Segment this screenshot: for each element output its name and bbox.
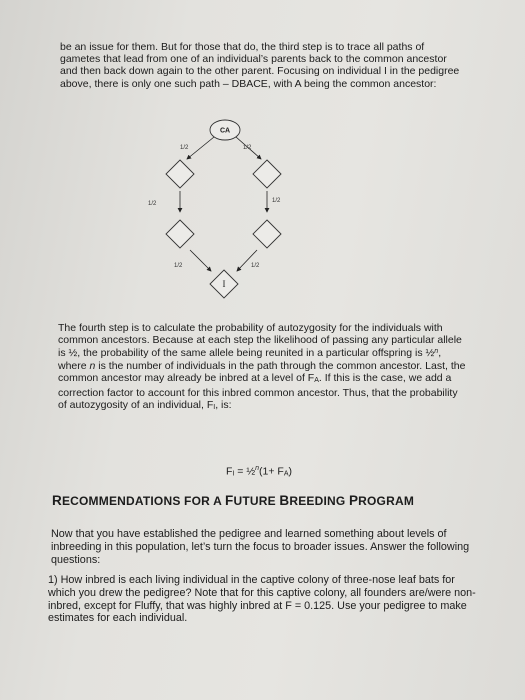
heading-rest-3: REEDING: [289, 494, 349, 508]
edge-ca-left: [187, 137, 214, 159]
formula-rest-sub: A: [283, 470, 289, 478]
p2-text-d: . If this is the case, we add a correction factor to account for this inbred common ancestor. Thus, that the probability of autozygosity of an individual, F: [58, 371, 458, 412]
formula-lhs-sub: I: [232, 470, 235, 478]
formula-rest: (1+ F: [259, 465, 284, 478]
upper-left-diamond: [166, 160, 194, 188]
common-ancestor-label: CA: [219, 127, 231, 135]
heading-rest-1: ECOMMENDATIONS FOR A: [61, 494, 226, 508]
edge-left-to-i: [190, 250, 211, 271]
heading-cap-4: P: [348, 493, 359, 508]
section-heading: [52, 493, 414, 508]
individual-i-label: I: [222, 279, 226, 289]
heading-rest-4: ROGRAM: [358, 494, 415, 508]
p2-text-c: is the number of individuals in the path through the common ancestor. Last, the common ancestor may already be inbred at a level of F: [58, 359, 466, 384]
p2-exponent: n: [434, 348, 439, 356]
heading-cap-1: R: [52, 493, 62, 508]
formula-end: ): [288, 465, 292, 478]
formula-exponent: n: [255, 465, 260, 472]
pedigree-path-diagram: [140, 115, 310, 295]
heading-rest-2: UTURE: [233, 494, 280, 508]
edge-label-3: 1/2: [148, 201, 157, 207]
edge-label-6: 1/2: [251, 263, 260, 269]
p2-text-a: The fourth step is to calculate the probability of autozygosity for the individuals with common ancestors. Because at each step the likelihood of passing any particular allele is ½, the probability of the same allele being reunited in a particular offspring is ½: [58, 322, 462, 360]
heading-cap-2: F: [225, 493, 234, 508]
inbreeding-formula: [226, 465, 292, 478]
formula-lhs: F: [226, 465, 233, 478]
p2-sub-i: I: [213, 404, 216, 412]
heading-cap-3: B: [279, 493, 290, 508]
lower-right-diamond: [253, 220, 281, 248]
paragraph-probability: [58, 322, 468, 414]
upper-right-diamond: [253, 160, 281, 188]
edge-label-2: 1/2: [243, 145, 252, 151]
p2-text-b: , where: [58, 347, 442, 372]
lower-left-diamond: [166, 220, 194, 248]
edge-label-1: 1/2: [180, 145, 189, 151]
edge-label-4: 1/2: [272, 198, 281, 204]
p2-variable-n: n: [89, 359, 96, 372]
paragraph-path-tracing: be an issue for them. But for those that do, the third step is to trace all paths of gametes that lead from one of an individual’s parents back to the common ancestor and then back down again to the other parent. Focusing on individual I in the pedigree above, there is only one such path – DBACE, with A being the common ancestor:: [60, 41, 460, 90]
p2-text-e: , is:: [215, 399, 232, 412]
paragraph-intro-questions: Now that you have established the pedigree and learned something about levels of inbreeding in this population, let’s turn the focus to broader issues. Answer the following questions:: [51, 528, 470, 566]
edge-label-5: 1/2: [174, 263, 183, 269]
p2-sub-a: A: [314, 376, 319, 384]
question-1: 1) How inbred is each living individual in the captive colony of three-nose leaf bats for which you drew the pedigree? Note that for this captive colony, all founders are/were non-inbred, except for Fluffy, that was highly inbred at F = 0.125. Use your pedigree to make estimates for each individual.: [48, 574, 476, 625]
formula-mid: = ½: [234, 465, 256, 478]
